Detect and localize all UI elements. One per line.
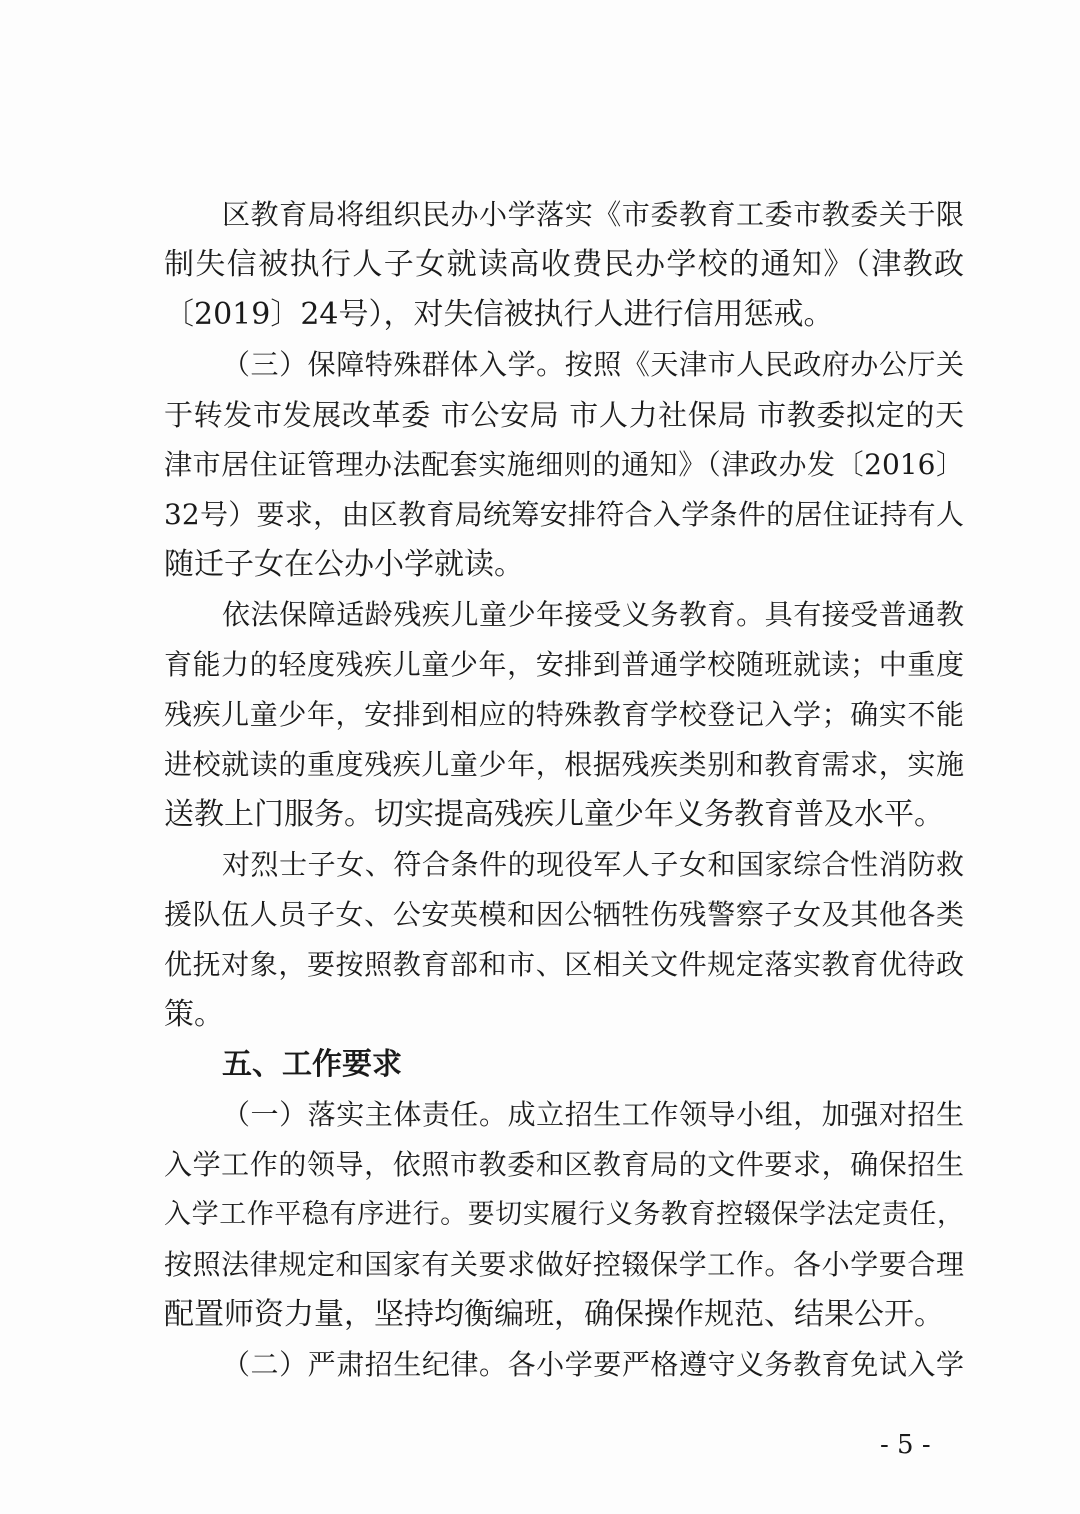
- text-line-16: 优抚对象，要按照教育部和市、区相关文件规定落实教育优待政: [164, 948, 964, 981]
- text-line-21: 入学工作平稳有序进行。要切实履行义务教育控辍保学法定责任，: [164, 1199, 964, 1230]
- text-line-1: 区教育局将组织民办小学落实《市委教育工委市教委关于限: [222, 198, 964, 231]
- text-line-20: 入学工作的领导，依照市教委和区教育局的文件要求，确保招生: [164, 1148, 964, 1181]
- page-number: - 5 -: [880, 1430, 931, 1460]
- text-line-19: （一）落实主体责任。成立招生工作领导小组，加强对招生: [222, 1098, 964, 1131]
- section-heading: 五、工作要求: [222, 1047, 402, 1082]
- text-line-23: 配置师资力量，坚持均衡编班，确保操作规范、结果公开。: [164, 1297, 944, 1332]
- text-line-4: （三）保障特殊群体入学。按照《天津市人民政府办公厅关: [222, 348, 964, 381]
- text-line-9: 依法保障适龄残疾儿童少年接受义务教育。具有接受普通教: [222, 598, 964, 631]
- text-line-15: 援队伍人员子女、公安英模和因公牺牲伤残警察子女及其他各类: [164, 898, 964, 931]
- text-line-3: 〔2019〕24号），对失信被执行人进行信用惩戒。: [164, 297, 834, 332]
- text-line-5: 于转发市发展改革委 市公安局 市人力社保局 市教委拟定的天: [164, 398, 964, 432]
- text-line-12: 进校就读的重度残疾儿童少年，根据残疾类别和教育需求，实施: [164, 748, 964, 781]
- text-line-17: 策。: [164, 997, 224, 1032]
- text-line-10: 育能力的轻度残疾儿童少年，安排到普通学校随班就读；中重度: [164, 648, 964, 681]
- text-line-6: 津市居住证管理办法配套实施细则的通知》（津政办发〔2016〕: [164, 448, 964, 481]
- text-line-13: 送教上门服务。切实提高残疾儿童少年义务教育普及水平。: [164, 797, 944, 832]
- text-line-22: 按照法律规定和国家有关要求做好控辍保学工作。各小学要合理: [164, 1248, 964, 1281]
- text-line-8: 随迁子女在公办小学就读。: [164, 547, 524, 582]
- text-line-14: 对烈士子女、符合条件的现役军人子女和国家综合性消防救: [222, 848, 964, 881]
- text-line-7: 32号）要求，由区教育局统筹安排符合入学条件的居住证持有人: [164, 498, 964, 531]
- text-line-11: 残疾儿童少年，安排到相应的特殊教育学校登记入学；确实不能: [164, 698, 964, 731]
- text-line-2: 制失信被执行人子女就读高收费民办学校的通知》（津教政: [164, 247, 964, 282]
- text-line-24: （二）严肃招生纪律。各小学要严格遵守义务教育免试入学: [222, 1348, 964, 1381]
